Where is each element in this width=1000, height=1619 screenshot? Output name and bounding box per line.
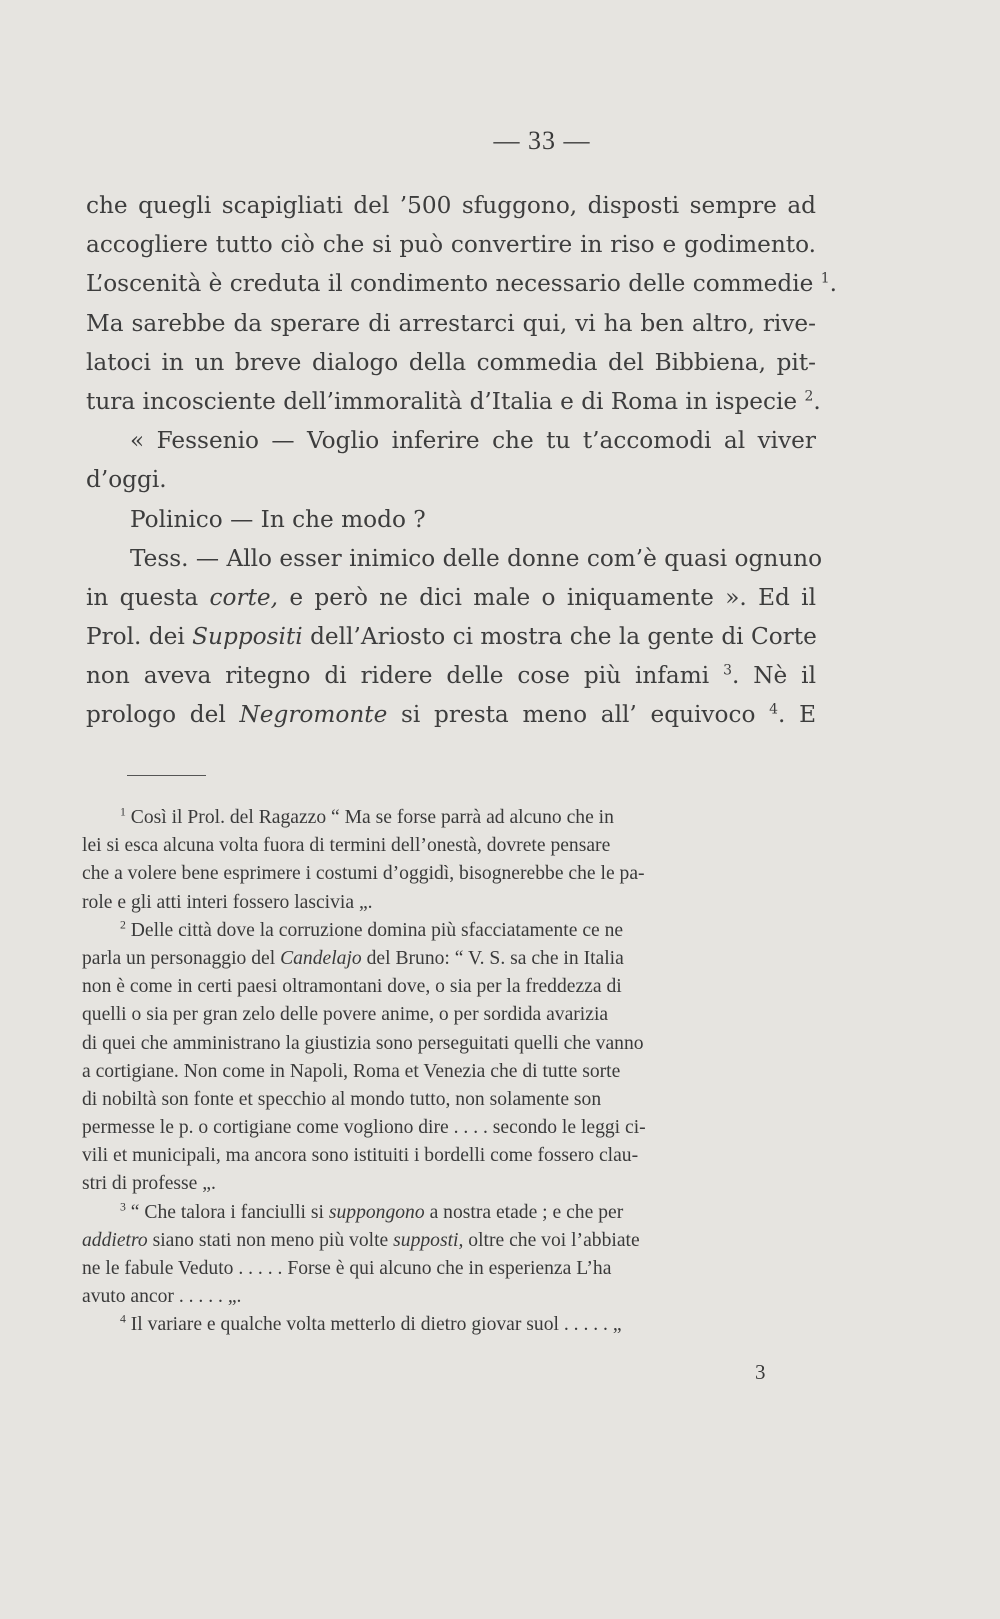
text-line: Polinico — In che modo ? bbox=[130, 505, 426, 533]
signature-mark: 3 bbox=[755, 1360, 766, 1384]
italic-title: Negromonte bbox=[239, 701, 388, 729]
footnote-marker: 2 bbox=[120, 918, 126, 932]
footnote-line: che a volere bene esprimere i costumi d’oggidì, bisognerebbe che le pa- bbox=[82, 863, 645, 885]
footnote-line: avuto ancor . . . . . „. bbox=[82, 1286, 242, 1308]
footnote-line: a cortigiane. Non come in Napoli, Roma et Venezia che di tutte sorte bbox=[82, 1060, 621, 1082]
footnote-ref: 3 bbox=[723, 662, 732, 679]
footnote-line: permesse le p. o cortigiane come vogliono dire . . . . secondo le leggi ci- bbox=[82, 1117, 646, 1139]
text-line: che quegli scapigliati del ’500 sfuggono, disposti sempre ad bbox=[86, 192, 816, 219]
footnote-line: $^4$ Il variare e qualche volta metterlo di dietro giovar suol . . . . . „ bbox=[120, 1312, 622, 1336]
text-line: « Fessenio — Voglio inferire che tu t’accomodi al viver bbox=[130, 427, 816, 455]
text-line: Ma sarebbe da sperare di arrestarci qui, vi ha ben altro, rive- bbox=[86, 309, 816, 337]
footnote-line: lei si esca alcuna volta fuora di termini dell’onestà, dovrete pensare bbox=[82, 835, 611, 857]
text-line: Tess. — Allo esser inimico delle donne com’è quasi ognuno bbox=[130, 544, 823, 572]
footnote-line: vili et municipali, ma ancora sono istituiti i bordelli come fossero clau- bbox=[82, 1145, 639, 1167]
text-line: accogliere tutto ciò che si può convertire in riso e godimento. bbox=[86, 231, 816, 259]
footnote-line: parla un personaggio del Candelajo del Bruno: “ V. S. sa che in Italia bbox=[82, 947, 624, 969]
footnote-line: $^1$ Così il Prol. del Ragazzo “ Ma se forse parrà ad alcuno che in bbox=[120, 805, 614, 828]
footnote-line: $^2$ Delle città dove la corruzione domina più sfacciatamente ce ne bbox=[120, 918, 624, 941]
footnote-divider bbox=[127, 775, 206, 776]
text-line: latoci in un breve dialogo della commedia del Bibbiena, pit- bbox=[86, 348, 816, 376]
italic-title: Suppositi bbox=[192, 623, 303, 651]
footnote-line: addietro siano stati non meno più volte supposti, oltre che voi l’abbiate bbox=[82, 1229, 640, 1251]
footnotes bbox=[82, 804, 813, 1340]
footnote-line: di nobiltà son fonte et specchio al mondo tutto, non solamente son bbox=[82, 1088, 602, 1110]
text-line: tura incosciente dell’immoralità d’Italia e di Roma in ispecie $^2$. bbox=[86, 387, 821, 415]
footnote-line: non è come in certi paesi oltramontani dove, o sia per la freddezza di bbox=[82, 976, 622, 998]
footnote-ref: 2 bbox=[804, 388, 814, 405]
page-number: — 33 — bbox=[493, 126, 591, 155]
main-text bbox=[86, 186, 837, 735]
footnote-marker: 3 bbox=[120, 1200, 126, 1214]
text-line: prologo del Negromonte si presta meno all’ equivoco $^4$. E bbox=[86, 701, 817, 729]
text-line: in questa corte, e però ne dici male o iniquamente ». Ed il bbox=[86, 583, 816, 611]
text-line: non aveva ritegno di ridere delle cose più infami $^3$. Nè il bbox=[86, 662, 816, 690]
text-line: Prol. dei Suppositi dell’Ariosto ci mostra che la gente di Corte bbox=[86, 623, 817, 651]
footnote-line: ne le fabule Veduto . . . . . Forse è qui alcuno che in esperienza L’ha bbox=[82, 1258, 612, 1279]
footnote-line: stri di professe „. bbox=[82, 1173, 216, 1195]
footnote-line: $^3$ “ Che talora i fanciulli si suppongono a nostra etade ; e che per bbox=[120, 1200, 624, 1223]
text-line: d’oggi. bbox=[86, 466, 167, 494]
footnote-marker: 4 bbox=[120, 1312, 126, 1326]
footnote-line: quelli o sia per gran zelo delle povere anime, o per sordida avarizia bbox=[82, 1004, 609, 1026]
footnote-ref: 1 bbox=[820, 270, 830, 287]
text-line: L’oscenità è creduta il condimento necessario delle commedie $^1$. bbox=[86, 270, 837, 298]
italic-word: corte, bbox=[209, 583, 278, 611]
footnote-line: role e gli atti interi fossero lascivia „. bbox=[82, 891, 373, 913]
footnote-marker: 1 bbox=[120, 805, 126, 819]
footnote-line: di quei che amministrano la giustizia sono perseguitati quelli che vanno bbox=[82, 1032, 644, 1054]
footnote-ref: 4 bbox=[769, 701, 779, 718]
